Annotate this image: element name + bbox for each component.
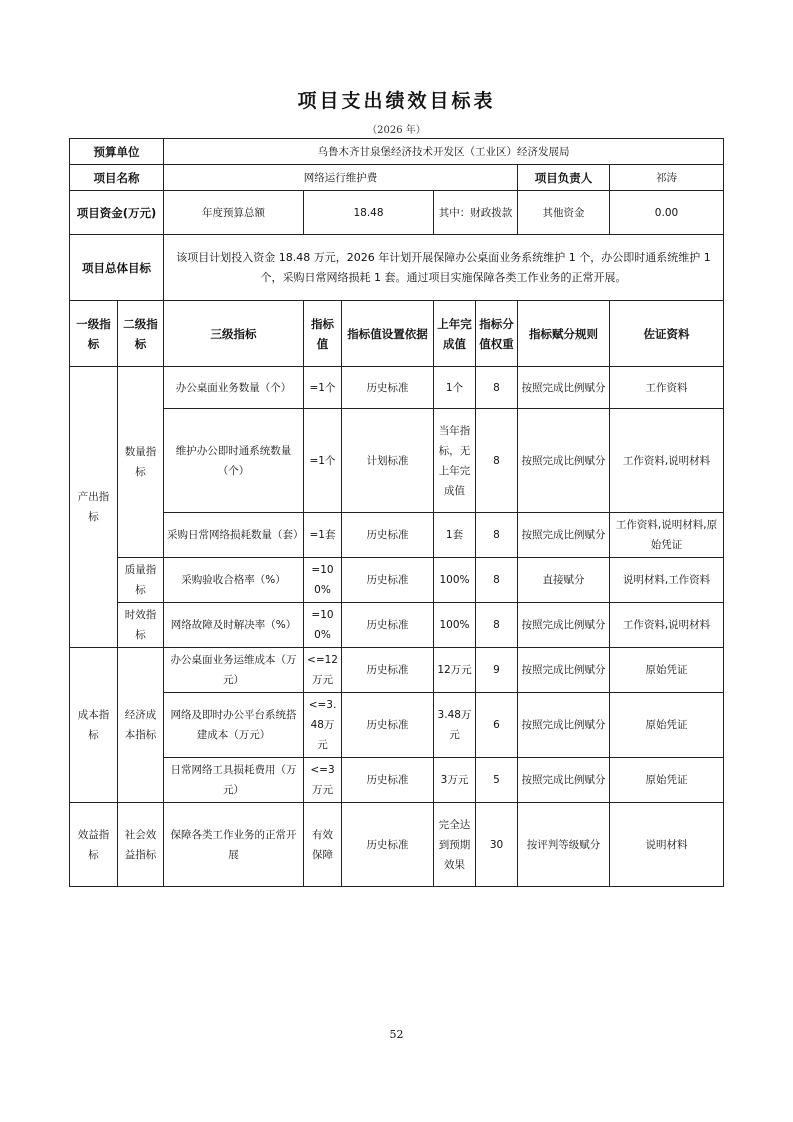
fund-label: 项目资金(万元) <box>70 191 164 235</box>
indicator-basis: 历史标准 <box>342 603 434 648</box>
level1-benefit: 效益指标 <box>70 803 118 887</box>
indicator-rule: 按评判等级赋分 <box>518 803 610 887</box>
indicator-weight: 8 <box>476 603 518 648</box>
indicator-value: <=3万元 <box>304 758 342 803</box>
indicator-last-year: 1个 <box>434 367 476 409</box>
indicator-weight: 8 <box>476 367 518 409</box>
indicator-weight: 6 <box>476 693 518 758</box>
indicator-weight: 9 <box>476 648 518 693</box>
indicator-name: 日常网络工具损耗费用（万元） <box>164 758 304 803</box>
indicator-basis: 历史标准 <box>342 758 434 803</box>
indicator-weight: 8 <box>476 513 518 558</box>
goal-label: 项目总体目标 <box>70 235 164 301</box>
indicator-name: 维护办公即时通系统数量（个） <box>164 409 304 513</box>
indicator-basis: 历史标准 <box>342 693 434 758</box>
indicator-evidence: 工作资料,说明材料 <box>610 603 724 648</box>
indicator-value: <=12万元 <box>304 648 342 693</box>
level1-cost: 成本指标 <box>70 648 118 803</box>
project-name-row <box>70 165 724 191</box>
table-row <box>70 558 724 603</box>
indicator-basis: 历史标准 <box>342 648 434 693</box>
budget-unit-label: 预算单位 <box>70 139 164 165</box>
indicator-basis: 历史标准 <box>342 558 434 603</box>
level2-economic-cost: 经济成本指标 <box>118 648 164 803</box>
indicator-last-year: 当年指标，无上年完成值 <box>434 409 476 513</box>
indicator-rule: 按照完成比例赋分 <box>518 409 610 513</box>
indicator-evidence: 工作资料 <box>610 367 724 409</box>
indicator-name: 采购日常网络损耗数量（套） <box>164 513 304 558</box>
header-level3: 三级指标 <box>164 301 304 367</box>
indicator-rule: 按照完成比例赋分 <box>518 513 610 558</box>
indicator-weight: 8 <box>476 409 518 513</box>
annual-total-value: 18.48 <box>304 191 434 235</box>
indicator-last-year: 3.48万元 <box>434 693 476 758</box>
other-value: 0.00 <box>610 191 724 235</box>
indicator-evidence: 原始凭证 <box>610 758 724 803</box>
indicator-name: 采购验收合格率（%） <box>164 558 304 603</box>
indicator-evidence: 说明材料 <box>610 803 724 887</box>
indicator-basis: 历史标准 <box>342 803 434 887</box>
manager-value: 祁涛 <box>610 165 724 191</box>
indicator-last-year: 12万元 <box>434 648 476 693</box>
indicator-rule: 按照完成比例赋分 <box>518 603 610 648</box>
indicator-last-year: 3万元 <box>434 758 476 803</box>
indicator-last-year: 1套 <box>434 513 476 558</box>
other-label: 其他资金 <box>518 191 610 235</box>
indicator-name: 网络故障及时解决率（%） <box>164 603 304 648</box>
indicator-evidence: 原始凭证 <box>610 693 724 758</box>
indicator-value: =100% <box>304 603 342 648</box>
header-level1: 一级指标 <box>70 301 118 367</box>
table-row <box>70 758 724 803</box>
project-name-value: 网络运行维护费 <box>164 165 518 191</box>
indicator-last-year: 100% <box>434 558 476 603</box>
level2-social-benefit: 社会效益指标 <box>118 803 164 887</box>
header-value: 指标值 <box>304 301 342 367</box>
goal-row <box>70 235 724 301</box>
indicator-value: 有效保障 <box>304 803 342 887</box>
level2-quantity: 数量指标 <box>118 367 164 558</box>
indicator-name: 办公桌面业务运维成本（万元） <box>164 648 304 693</box>
budget-unit-value: 乌鲁木齐甘泉堡经济技术开发区（工业区）经济发展局 <box>164 139 724 165</box>
level2-timeliness: 时效指标 <box>118 603 164 648</box>
project-name-label: 项目名称 <box>70 165 164 191</box>
budget-unit-row <box>70 139 724 165</box>
indicator-last-year: 完全达到预期效果 <box>434 803 476 887</box>
level1-output: 产出指标 <box>70 367 118 648</box>
indicator-rule: 按照完成比例赋分 <box>518 693 610 758</box>
header-basis: 指标值设置依据 <box>342 301 434 367</box>
indicator-weight: 5 <box>476 758 518 803</box>
table-row <box>70 603 724 648</box>
indicator-value: =1个 <box>304 367 342 409</box>
indicator-name: 保障各类工作业务的正常开展 <box>164 803 304 887</box>
indicator-evidence: 工作资料,说明材料 <box>610 409 724 513</box>
indicator-rule: 按照完成比例赋分 <box>518 758 610 803</box>
indicator-basis: 历史标准 <box>342 367 434 409</box>
table-row <box>70 693 724 758</box>
annual-total-label: 年度预算总额 <box>164 191 304 235</box>
indicator-value: =100% <box>304 558 342 603</box>
header-row <box>70 301 724 367</box>
indicator-weight: 8 <box>476 558 518 603</box>
indicator-evidence: 说明材料,工作资料 <box>610 558 724 603</box>
fiscal-label: 其中：财政拨款 <box>434 191 518 235</box>
page-title: 项目支出绩效目标表 <box>297 90 496 112</box>
indicator-name: 办公桌面业务数量（个） <box>164 367 304 409</box>
header-rule: 指标赋分规则 <box>518 301 610 367</box>
indicator-rule: 按照完成比例赋分 <box>518 648 610 693</box>
indicator-value: =1套 <box>304 513 342 558</box>
header-level2: 二级指标 <box>118 301 164 367</box>
level2-quality: 质量指标 <box>118 558 164 603</box>
indicator-basis: 历史标准 <box>342 513 434 558</box>
year-label: （2026 年） <box>367 125 426 136</box>
goal-text: 该项目计划投入资金 18.48 万元，2026 年计划开展保障办公桌面业务系统维护 1 个，办公即时通系统维护 1 个，采购日常网络损耗 1 套。通过项目实施保障各类工作业务的正常开展。 <box>164 235 724 301</box>
table-row <box>70 409 724 513</box>
indicator-last-year: 100% <box>434 603 476 648</box>
indicator-value: <=3.48万元 <box>304 693 342 758</box>
indicator-name: 网络及即时办公平台系统搭建成本（万元） <box>164 693 304 758</box>
indicator-evidence: 工作资料,说明材料,原始凭证 <box>610 513 724 558</box>
indicator-evidence: 原始凭证 <box>610 648 724 693</box>
table-row <box>70 648 724 693</box>
header-weight: 指标分值权重 <box>476 301 518 367</box>
header-evidence: 佐证资料 <box>610 301 724 367</box>
table-row <box>70 367 724 409</box>
indicator-rule: 直接赋分 <box>518 558 610 603</box>
indicator-value: =1个 <box>304 409 342 513</box>
indicator-basis: 计划标准 <box>342 409 434 513</box>
table-row <box>70 803 724 887</box>
header-last-year: 上年完成值 <box>434 301 476 367</box>
performance-table <box>69 138 724 887</box>
fund-row <box>70 191 724 235</box>
indicator-weight: 30 <box>476 803 518 887</box>
manager-label: 项目负责人 <box>518 165 610 191</box>
table-row <box>70 513 724 558</box>
page-number: 52 <box>389 1028 404 1041</box>
indicator-rule: 按照完成比例赋分 <box>518 367 610 409</box>
